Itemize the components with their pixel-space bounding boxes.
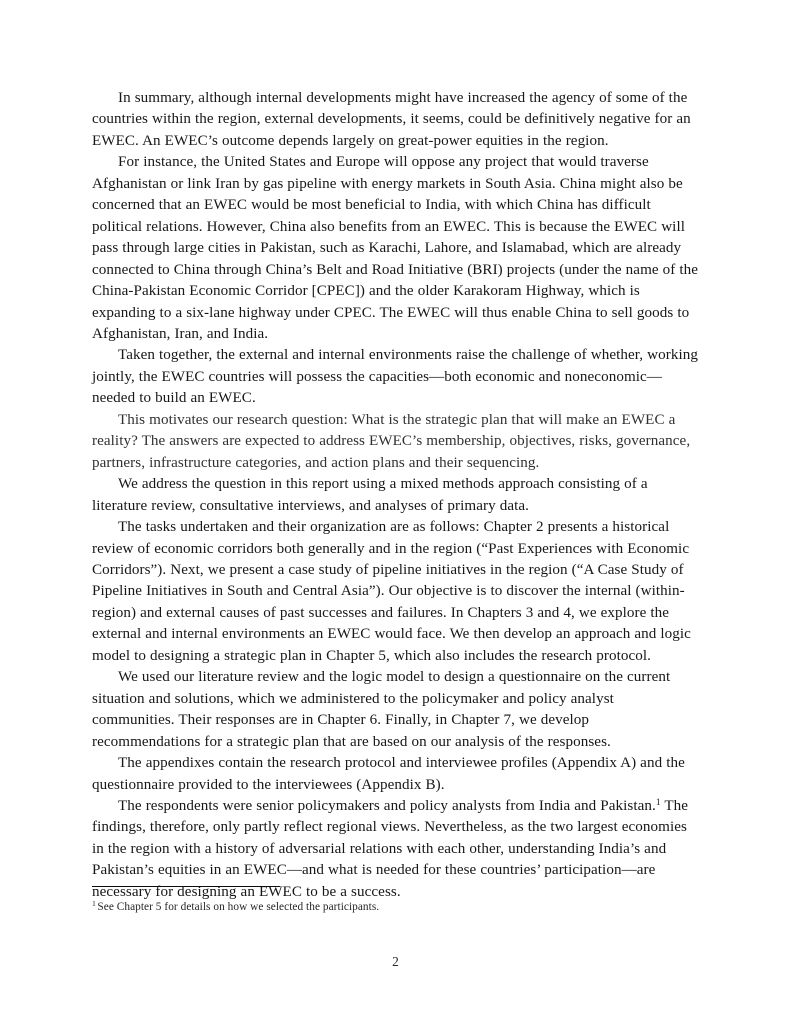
final-paragraph-text-after-footnote: The findings, therefore, only partly reflect regional views. Nevertheless, as the two largest economies in the region with a history of adversarial relations with each other, understanding India’s and Pakistan’s equities in an EWEC—and what is needed for these countries’ participation—are necessary for designing an EWEC to be a success. — [92, 797, 689, 900]
body-paragraph-7: We used our literature review and the logic model to design a questionnaire on the current situation and solutions, which we administered to the policymaker and policy analyst communities. Their responses are in Chapter 6. Finally, in Chapter 7, we develop recommendations for a strategic plan that are based on our analysis of the responses. — [92, 669, 671, 750]
page-number: 2 — [392, 954, 399, 969]
body-paragraph-8: The appendixes contain the research protocol and interviewee profiles (Appendix A) and the questionnaire provided to the interviewees (Appendix B). — [92, 755, 685, 793]
body-paragraph-2: For instance, the United States and Europe will oppose any project that would traverse Afghanistan or link Iran by gas pipeline with energy markets in South Asia. China might also be concerned that an EWEC would be most beneficial to India, with which China has difficult political relations. However, China also benefits from an EWEC. This is because the EWEC will pass through large cities in Pakistan, such as Karachi, Lahore, and Islamabad, which are already connected to China through China’s Belt and Road Initiative (BRI) projects (under the name of the China-Pakistan Economic Corridor [CPEC]) and the older Karakoram Highway, which is expanding to a six-lane highway under CPEC. The EWEC will thus enable China to sell goods to Afghanistan, Iran, and India. — [92, 154, 699, 342]
body-paragraph-5: We address the question in this report using a mixed methods approach consisting of a literature review, consultative interviews, and analyses of primary data. — [92, 476, 648, 514]
footnote-reference-marker[interactable]: 1 — [655, 798, 661, 809]
body-paragraph-6: The tasks undertaken and their organization are as follows: Chapter 2 presents a historical review of economic corridors both generally and in the region (“Past Experiences with Economic Corridors”). Next, we present a case study of pipeline initiatives in the region (“A Case Study of Pipeline Initiatives in South and Central Asia”). Our objective is to discover the internal (within-region) and external causes of past successes and failures. In Chapters 3 and 4, we explore the external and internal environments an EWEC would face. We then develop an approach and logic model to designing a strategic plan in Chapter 5, which also includes the research protocol. — [92, 519, 691, 664]
body-paragraph-1: In summary, although internal developments might have increased the agency of some of the countries within the region, external developments, it seems, could be definitively negative for an EWEC. An EWEC’s outcome depends largely on great-power equities in the region. — [92, 90, 691, 149]
body-paragraph-4: This motivates our research question: What is the strategic plan that will make an EWEC a reality? The answers are expected to address EWEC’s membership, objectives, risks, governance, partners, infrastructure categories, and action plans and their sequencing. — [92, 411, 691, 471]
footnote-separator-rule — [92, 886, 280, 887]
footnote-entry — [92, 900, 699, 915]
footnote-number: 1 — [92, 899, 96, 909]
footnote-area — [92, 886, 699, 913]
final-paragraph-text-before-footnote: The respondents were senior policymakers and policy analysts from India and Pakistan. — [118, 797, 656, 814]
body-paragraph-3: Taken together, the external and internal environments raise the challenge of whether, working jointly, the EWEC countries will possess the capacities—both economic and noneconomic—needed to build an EWEC. — [92, 347, 698, 407]
body-text-column — [92, 88, 699, 903]
footnote-body-text: See Chapter 5 for details on how we selected the participants. — [97, 901, 380, 913]
